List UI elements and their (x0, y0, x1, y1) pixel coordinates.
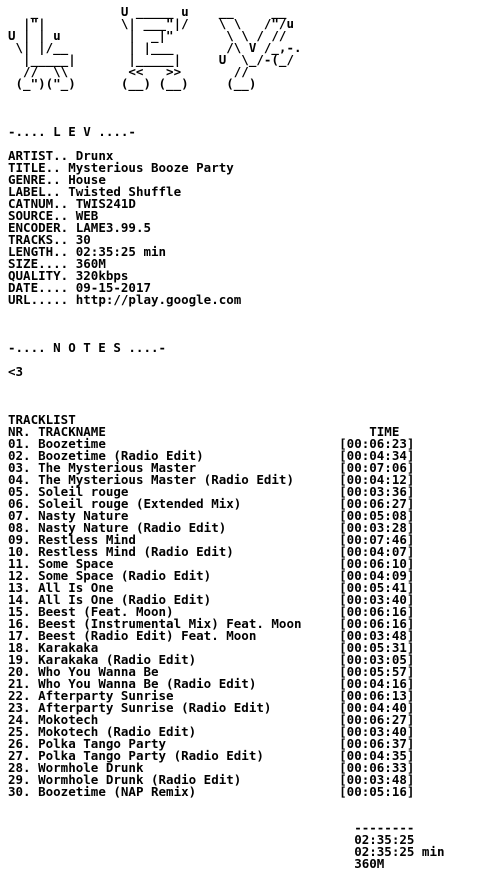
info-key: TITLE.. (8, 160, 61, 175)
track-name: Restless Mind (38, 532, 136, 547)
blank-line (8, 354, 480, 366)
track-number: 13. (8, 580, 31, 595)
col-time: TIME (369, 424, 400, 439)
info-value: http://play.google.com (75, 292, 242, 307)
track-number: 08. (8, 520, 31, 535)
track-time: [00:03:48] (339, 772, 415, 787)
track-name: Boozetime (38, 436, 106, 451)
track-name: Wormhole Drunk (38, 760, 144, 775)
track-time: [00:06:10] (339, 556, 415, 571)
track-time: [00:07:06] (339, 460, 415, 475)
notes-header-text: -.... N O T E S ....- (8, 340, 167, 355)
col-name: TRACKNAME (38, 424, 106, 439)
track-number: 10. (8, 544, 31, 559)
track-time: [00:05:57] (339, 664, 415, 679)
track-number: 09. (8, 532, 31, 547)
notes-header (8, 342, 480, 354)
info-key: LENGTH.. (8, 244, 69, 259)
track-name: Beest (Feat. Moon) (38, 604, 174, 619)
table-row (8, 786, 480, 798)
track-number: 15. (8, 604, 31, 619)
ascii-logo-text: (_")("_) (__) (__) (__) (8, 76, 257, 91)
track-time: [00:04:34] (339, 448, 415, 463)
release-header-text: -.... L E V ....- (8, 124, 136, 139)
track-number: 02. (8, 448, 31, 463)
track-name: Who You Wanna Be (38, 664, 159, 679)
track-time: [00:03:36] (339, 484, 415, 499)
ascii-logo-text: U | | u | _|" \ \ / // (8, 28, 287, 43)
info-value: LAME3.99.5 (75, 220, 152, 235)
info-key: LABEL.. (8, 184, 61, 199)
track-name: Polka Tango Party (38, 736, 167, 751)
track-number: 05. (8, 484, 31, 499)
track-number: 21. (8, 676, 31, 691)
ascii-logo-text: |"| \| ___"|/ \ \ /"/u (8, 16, 294, 31)
track-time: [00:06:33] (339, 760, 415, 775)
info-key: DATE.... (8, 280, 69, 295)
track-time: [00:04:35] (339, 748, 415, 763)
ascii-logo-line (8, 78, 480, 90)
track-time: [00:05:08] (339, 508, 415, 523)
track-name: All Is One (Radio Edit) (38, 592, 212, 607)
track-number: 20. (8, 664, 31, 679)
info-value: Drunx (75, 148, 114, 163)
track-number: 29. (8, 772, 31, 787)
track-name: The Mysterious Master (Radio Edit) (38, 472, 294, 487)
track-time: [00:04:40] (339, 700, 415, 715)
track-name: Soleil rouge (38, 484, 129, 499)
track-name: Afterparty Sunrise (38, 688, 174, 703)
info-key: SOURCE.. (8, 208, 69, 223)
blank-line (8, 90, 480, 102)
track-name: Mokotech (Radio Edit) (38, 724, 197, 739)
tracklist-title-text: TRACKLIST (8, 412, 76, 427)
track-number: 25. (8, 724, 31, 739)
track-name: The Mysterious Master (38, 460, 197, 475)
blank-line (8, 378, 480, 390)
track-time: [00:05:41] (339, 580, 415, 595)
info-value: 09-15-2017 (75, 280, 152, 295)
track-time: [00:03:40] (339, 724, 415, 739)
col-nr: NR. (8, 424, 31, 439)
track-number: 16. (8, 616, 31, 631)
track-time: [00:06:37] (339, 736, 415, 751)
track-number: 28. (8, 760, 31, 775)
track-time: [00:03:40] (339, 592, 415, 607)
track-name: Restless Mind (Radio Edit) (38, 544, 234, 559)
track-number: 14. (8, 592, 31, 607)
track-name: Nasty Nature (38, 508, 129, 523)
track-number: 07. (8, 508, 31, 523)
track-number: 17. (8, 628, 31, 643)
track-number: 03. (8, 460, 31, 475)
blank-line (8, 402, 480, 414)
info-key: TRACKS.. (8, 232, 69, 247)
total-size-text: 360M (354, 856, 385, 871)
info-value: WEB (75, 208, 99, 223)
info-value: House (68, 172, 106, 187)
track-number: 18. (8, 640, 31, 655)
track-time: [00:04:16] (339, 676, 415, 691)
track-number: 12. (8, 568, 31, 583)
track-time: [00:06:23] (339, 436, 415, 451)
track-name: Soleil rouge (Extended Mix) (38, 496, 242, 511)
track-number: 19. (8, 652, 31, 667)
track-time: [00:03:05] (339, 652, 415, 667)
info-value: Twisted Shuffle (68, 184, 182, 199)
info-key: URL..... (8, 292, 69, 307)
release-header (8, 126, 480, 138)
track-number: 30. (8, 784, 31, 799)
track-number: 04. (8, 472, 31, 487)
track-time: [00:03:28] (339, 520, 415, 535)
track-name: Beest (Instrumental Mix) Feat. Moon (38, 616, 302, 631)
totals-divider-text: -------- (354, 820, 415, 835)
track-name: Some Space (Radio Edit) (38, 568, 212, 583)
track-name: Boozetime (Radio Edit) (38, 448, 204, 463)
track-number: 26. (8, 736, 31, 751)
blank-line (8, 102, 480, 114)
track-name: Wormhole Drunk (Radio Edit) (38, 772, 242, 787)
total-time-min-text: 02:35:25 min (354, 844, 445, 859)
info-key: QUALITY. (8, 268, 69, 283)
blank-line (8, 318, 480, 330)
total-time-text: 02:35:25 (354, 832, 415, 847)
track-time: [00:06:27] (339, 496, 415, 511)
blank-line (8, 390, 480, 402)
track-time: [00:07:46] (339, 532, 415, 547)
track-number: 23. (8, 700, 31, 715)
info-key: ENCODER. (8, 220, 69, 235)
track-time: [00:04:07] (339, 544, 415, 559)
track-number: 24. (8, 712, 31, 727)
track-name: Some Space (38, 556, 114, 571)
track-name: All Is One (38, 580, 114, 595)
info-value: TWIS241D (75, 196, 136, 211)
track-time: [00:05:16] (339, 784, 415, 799)
track-time: [00:06:13] (339, 688, 415, 703)
track-name: Boozetime (NAP Remix) (38, 784, 197, 799)
track-time: [00:06:16] (339, 604, 415, 619)
info-value: 30 (75, 232, 91, 247)
track-time: [00:06:27] (339, 712, 415, 727)
notes-text-value: <3 (8, 364, 24, 379)
track-name: Who You Wanna Be (Radio Edit) (38, 676, 257, 691)
track-time: [00:03:48] (339, 628, 415, 643)
blank-line (8, 306, 480, 318)
info-value: 320kbps (75, 268, 129, 283)
info-key: SIZE.... (8, 256, 69, 271)
track-name: Mokotech (38, 712, 99, 727)
track-time: [00:06:16] (339, 616, 415, 631)
info-value: 02:35:25 min (75, 244, 167, 259)
track-name: Beest (Radio Edit) Feat. Moon (38, 628, 257, 643)
info-key: CATNUM.. (8, 196, 69, 211)
ascii-logo-text: \| |/__ | |___ /\ V /_,-. (8, 40, 302, 55)
ascii-logo-text: |_____| |_____| U \_/-(_/ (8, 52, 294, 67)
notes-text (8, 366, 480, 378)
info-row (8, 294, 480, 306)
track-number: 27. (8, 748, 31, 763)
track-number: 11. (8, 556, 31, 571)
track-number: 01. (8, 436, 31, 451)
track-time: [00:04:12] (339, 472, 415, 487)
track-name: Karakaka (Radio Edit) (38, 652, 197, 667)
track-number: 22. (8, 688, 31, 703)
track-number: 06. (8, 496, 31, 511)
total-size (8, 858, 480, 870)
track-name: Polka Tango Party (Radio Edit) (38, 748, 264, 763)
track-name: Nasty Nature (Radio Edit) (38, 520, 227, 535)
info-key: GENRE.. (8, 172, 61, 187)
info-value: Mysterious Booze Party (68, 160, 234, 175)
ascii-logo-text: _ U _____ u __ __ (8, 4, 287, 19)
info-key: ARTIST.. (8, 148, 69, 163)
info-value: 360M (75, 256, 106, 271)
blank-line (8, 798, 480, 810)
track-name: Karakaka (38, 640, 99, 655)
ascii-logo-text: // \\ << >> // (8, 64, 249, 79)
track-time: [00:04:09] (339, 568, 415, 583)
track-time: [00:05:31] (339, 640, 415, 655)
track-name: Afterparty Sunrise (Radio Edit) (38, 700, 272, 715)
